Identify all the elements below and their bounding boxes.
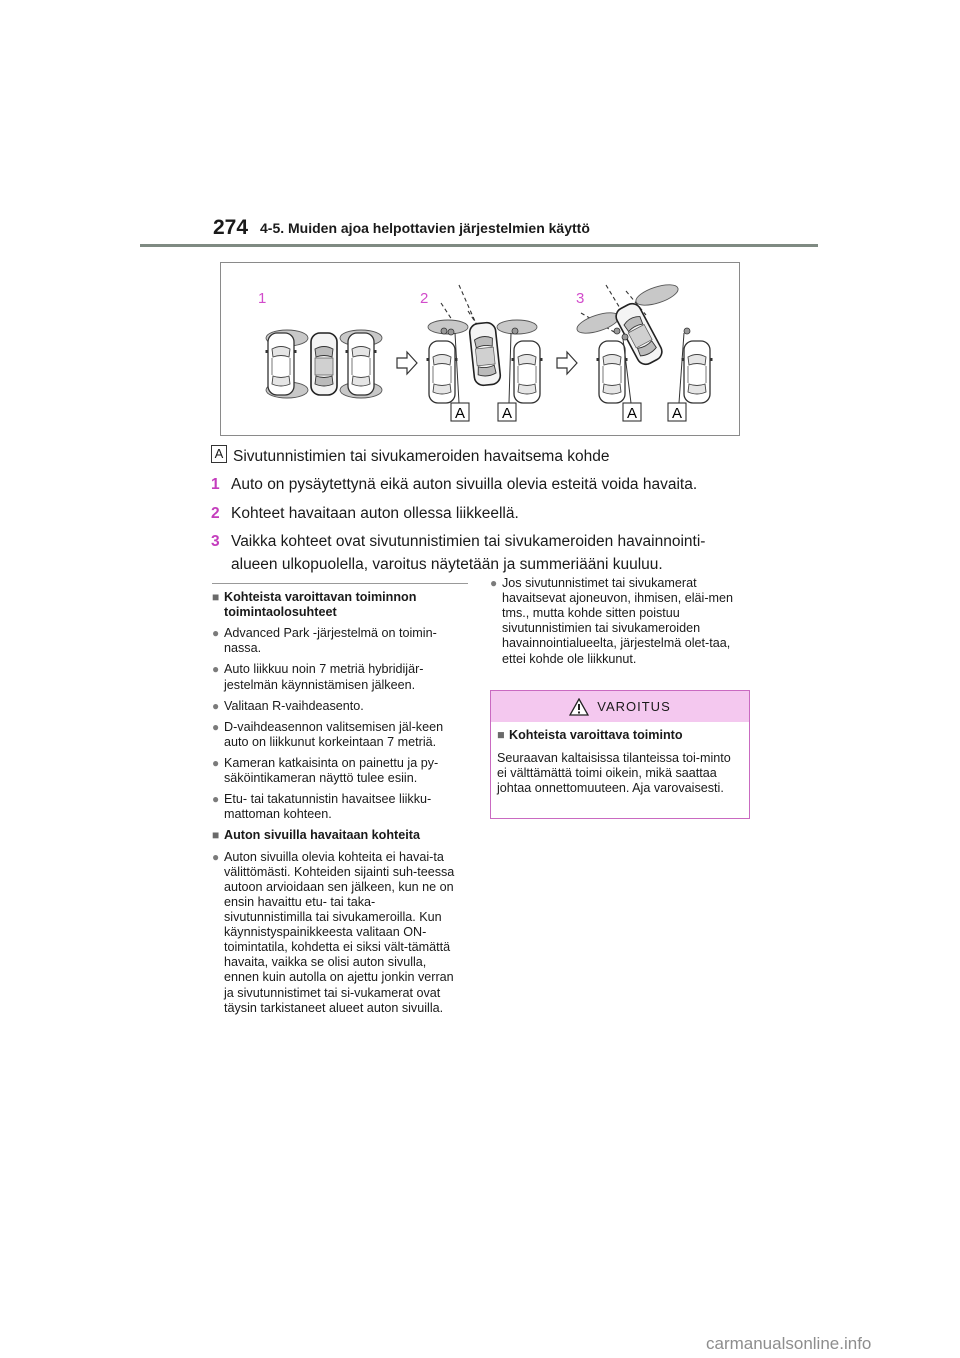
page-number: 274 <box>213 216 249 239</box>
marker-a-4 <box>668 403 686 422</box>
list-item <box>212 699 462 714</box>
figure-drawing <box>221 263 739 435</box>
legend-text-2: Kohteet havaitaan auton ollessa liikkeellä. <box>231 504 519 522</box>
list-item-text: D-vaihdeasennon valitsemisen jäl-keen auto on liikkunut korkeintaan 7 metriä. <box>224 719 444 749</box>
bullet-dot-icon: ● <box>212 849 220 864</box>
bullet-dot-icon: ● <box>212 698 220 713</box>
legend-key-a: A <box>211 445 227 463</box>
arrow-1 <box>397 352 417 374</box>
step-label-3: 3 <box>576 290 585 307</box>
legend-key-3: 3 <box>211 532 220 550</box>
legend-row-1 <box>211 473 751 496</box>
bullet-dot-icon: ● <box>212 755 220 770</box>
scene-1 <box>266 330 383 398</box>
legend-text-3: Vaikka kohteet ovat sivutunnistimien tai sivukameroiden havainnointi-alueen ulkopuolella, varoitus näytetään ja summeriääni kuuluu. <box>231 532 706 573</box>
list-item <box>212 720 462 750</box>
marker-a-3 <box>623 403 641 422</box>
marker-a-2-label: A <box>501 405 513 422</box>
legend-row-3 <box>211 530 751 577</box>
marker-a-4-label: A <box>671 405 683 422</box>
scene-3 <box>575 281 713 403</box>
marker-a-3-label: A <box>626 405 638 422</box>
marker-a-1 <box>451 403 469 422</box>
list-item-text: Etu- tai takatunnistin havaitsee liikku-mattoman kohteen. <box>224 792 432 822</box>
warning-box <box>490 690 750 819</box>
section-heading-text: Auton sivuilla havaitaan kohteita <box>224 828 420 843</box>
square-bullet-icon: ■ <box>212 828 220 843</box>
legend-row-2 <box>211 502 751 525</box>
left-column <box>212 590 462 1022</box>
step-label-2: 2 <box>420 290 429 307</box>
bullet-dot-icon: ● <box>212 792 220 807</box>
warning-subtitle <box>497 728 743 743</box>
header-rule <box>140 244 818 247</box>
legend-key-2: 2 <box>211 504 220 522</box>
bullet-dot-icon: ● <box>212 626 220 641</box>
figure-legend <box>211 445 751 581</box>
list-item <box>212 626 462 656</box>
legend-key-1: 1 <box>211 476 220 494</box>
warning-body <box>491 722 749 796</box>
bullet-dot-icon: ● <box>212 719 220 734</box>
bullet-dot-icon: ● <box>490 576 498 590</box>
warning-header <box>491 691 749 722</box>
legend-row-a <box>211 445 751 468</box>
list-item-text: Kameran katkaisinta on painettu ja py-säköintikameran näyttö tulee esiin. <box>224 755 439 786</box>
list-item <box>490 576 740 667</box>
list-item-text: Auto liikkuu noin 7 metriä hybridijär-jestelmän käynnistämisen jälkeen. <box>224 662 424 692</box>
square-bullet-icon: ■ <box>212 590 220 604</box>
section-heading-sides <box>212 828 462 843</box>
arrow-2 <box>557 352 577 374</box>
right-column <box>490 576 740 673</box>
marker-a-1-label: A <box>454 405 466 422</box>
list-item-text: Auton sivuilla olevia kohteita ei havai-ta välittömästi. Kohteiden sijainti suh-teessa autoon arvioidaan sen jälkeen, kun ne on ensin havaittu etu- tai taka-sivutunnistimilla tai sivukameroilla. Kun käynnistyspainikkeesta valitaan ON-toimintatila, kohdetta ei siksi vält-tämättä havaita, vaikka se olisi auton sivulla, ennen kuin autolla on ajettu jonkin verran ja sivutunnistimet tai si-vukamerat ovat täysin tarkistaneet alueet auton sivuilla. <box>224 849 455 1015</box>
scene-2 <box>427 285 543 403</box>
bullet-dot-icon: ● <box>212 662 220 677</box>
list-item-text: Advanced Park -järjestelmä on toimin-nassa. <box>224 626 437 656</box>
list-item-text: Jos sivutunnistimet tai sivukamerat havaitsevat ajoneuvon, ihmisen, eläi-men tms., mutta kohde sitten poistuu sivutunnistimien tai sivukameroiden havainnointialueelta, järjestelmä olet-taa, ettei kohde ole liikkunut. <box>502 576 734 666</box>
parking-sensor-figure <box>220 262 740 436</box>
marker-a-2 <box>498 403 516 422</box>
warning-subtitle-text: Kohteista varoittava toiminto <box>509 728 683 742</box>
section-divider <box>212 583 468 584</box>
warning-title: VAROITUS <box>597 698 671 714</box>
list-item <box>212 850 462 1016</box>
list-item-text: Valitaan R-vaihdeasento. <box>224 698 364 713</box>
section-heading-text: Kohteista varoittavan toiminnon toimintaolosuhteet <box>224 590 417 620</box>
warning-triangle-icon <box>569 698 589 716</box>
step-label-1: 1 <box>258 290 267 307</box>
warning-text: Seuraavan kaltaisissa tilanteissa toi-minto ei välttämättä toimi oikein, mikä saattaa johtaa onnettomuuteen. Aja varovaisesti. <box>497 751 731 796</box>
watermark: carmanualsonline.info <box>706 1334 872 1353</box>
legend-text-a: Sivutunnistimien tai sivukameroiden havaitsema kohde <box>233 448 610 465</box>
legend-text-1: Auto on pysäytettynä eikä auton sivuilla olevia esteitä voida havaita. <box>231 476 698 494</box>
square-bullet-icon: ■ <box>497 728 505 742</box>
chapter-title: 4-5. Muiden ajoa helpottavien järjestelmien käyttö <box>260 220 590 236</box>
section-heading-conditions <box>212 590 462 620</box>
list-item <box>212 792 462 822</box>
list-item <box>212 662 462 692</box>
list-item <box>212 756 462 786</box>
